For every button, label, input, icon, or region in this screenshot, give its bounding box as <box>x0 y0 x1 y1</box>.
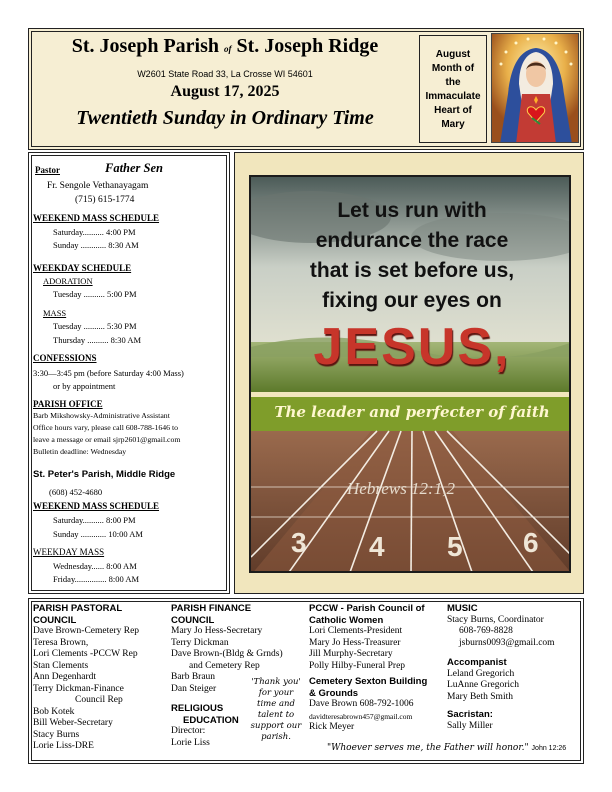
mass-label: MASS <box>43 308 67 318</box>
pccw-column <box>309 603 427 734</box>
council-member: Stacy Burns <box>33 729 80 740</box>
council-member: and Cemetery Rep <box>189 660 260 671</box>
bulletin-deadline: Bulletin deadline: Wednesday <box>33 447 127 456</box>
pccw-heading: Catholic Women <box>309 614 384 626</box>
parish-location: St. Joseph Ridge <box>236 35 379 57</box>
office-email: leave a message or email sjrp2601@gmail.com <box>33 435 181 444</box>
scripture-reference: Hebrews 12:1,2 <box>347 479 455 498</box>
st-peter-friday: Friday............... 8:00 AM <box>53 574 140 584</box>
month-line: Month of <box>431 63 475 74</box>
council-member: Mary Jo Hess-Secretary <box>171 626 263 636</box>
music-coordinator: Stacy Burns, Coordinator <box>447 614 544 625</box>
liturgical-sunday: Twentieth Sunday in Ordinary Time <box>76 107 374 129</box>
pccw-member: Mary Jo Hess-Treasurer <box>309 637 401 648</box>
council-member: Terry Dickman-Finance <box>33 683 124 694</box>
scripture-poster-frame <box>234 152 584 594</box>
schedule-panel <box>28 152 230 594</box>
sexton-email: davidteresabrown457@gmail.com <box>309 711 413 721</box>
confessions-appointment: or by appointment <box>53 381 116 391</box>
bulletin-date: August 17, 2025 <box>170 83 280 100</box>
finance-heading: COUNCIL <box>171 614 215 626</box>
leader-caption: The leader and perfecter of faith <box>274 403 550 421</box>
quote-reference: John 12:26 <box>531 745 567 752</box>
accompanist-name: Leland Gregorich <box>447 668 515 679</box>
accompanist-name: Mary Beth Smith <box>447 691 513 702</box>
st-peter-saturday: Saturday.......... 8:00 PM <box>53 515 136 525</box>
council-member: Bill Weber-Secretary <box>33 718 113 728</box>
pastoral-council-column <box>33 603 139 753</box>
confessions-heading: CONFESSIONS <box>33 353 97 363</box>
council-member: Terry Dickman <box>171 637 229 648</box>
parish-office-heading: PARISH OFFICE <box>33 399 103 409</box>
council-member: Ann Degenhardt <box>33 672 97 682</box>
council-member: Teresa Brown, <box>33 637 89 648</box>
religious-ed-heading: RELIGIOUS <box>171 703 224 714</box>
pastor-phone: (715) 615-1774 <box>75 195 135 205</box>
sexton-member: Rick Meyer <box>309 722 355 732</box>
sexton-heading: & Grounds <box>309 687 359 699</box>
mass-tuesday: Tuesday .......... 5:30 PM <box>53 321 137 331</box>
pccw-heading: PCCW - Parish Council of <box>309 603 425 614</box>
of-connector: of <box>224 44 232 54</box>
st-peter-phone: (608) 452-4680 <box>49 487 103 497</box>
council-member: Council Rep <box>75 695 123 705</box>
pccw-member: Lori Clements-President <box>309 626 403 636</box>
st-peter-wednesday: Wednesday...... 8:00 AM <box>53 561 137 571</box>
st-peter-weekend-heading: WEEKEND MASS SCHEDULE <box>33 501 160 511</box>
lane-number: 6 <box>523 527 539 558</box>
council-member: Barb Braun <box>171 672 216 682</box>
music-phone: 608-769-8828 <box>459 626 513 636</box>
sacristan-name: Sally Miller <box>447 720 493 731</box>
music-heading: MUSIC <box>447 603 478 614</box>
parish-name <box>29 35 421 58</box>
confessions-time: 3:30—3:45 pm (before Saturday 4:00 Mass) <box>33 368 184 378</box>
council-member: Dave Brown-Cemetery Rep <box>33 626 140 636</box>
lane-number: 5 <box>447 531 463 562</box>
st-peter-heading: St. Peter's Parish, Middle Ridge <box>33 469 176 480</box>
thank-you-line: parish. <box>261 732 291 742</box>
councils-footer <box>28 598 584 764</box>
council-member: Bob Kotek <box>33 706 75 717</box>
st-peter-weekday-heading: WEEKDAY MASS <box>33 547 105 557</box>
pastor-label: Pastor <box>35 165 60 175</box>
parish-address: W2601 State Road 33, La Crosse WI 54601 <box>137 69 313 79</box>
adoration-time: Tuesday .......... 5:00 PM <box>53 289 137 299</box>
pastoral-heading: COUNCIL <box>33 614 77 626</box>
council-member: Stan Clements <box>33 660 89 671</box>
adoration-label: ADORATION <box>43 276 93 286</box>
weekday-schedule-heading: WEEKDAY SCHEDULE <box>33 263 132 273</box>
office-assistant: Barb Mikshowsky-Administrative Assistant <box>33 411 170 420</box>
sacristan-heading: Sacristan: <box>447 709 493 720</box>
mass-thursday: Thursday .......... 8:30 AM <box>53 335 142 345</box>
pastoral-heading: PARISH PASTORAL <box>33 603 123 614</box>
verse-line-4: fixing our eyes on <box>322 289 502 312</box>
music-column <box>447 603 555 732</box>
month-line: Heart of <box>434 105 472 116</box>
jesus-title: JESUS, <box>313 318 511 376</box>
bulletin-header <box>28 28 584 150</box>
office-hours: Office hours vary, please call 608-788-1646 to <box>33 423 179 432</box>
weekend-mass-heading: WEEKEND MASS SCHEDULE <box>33 213 160 223</box>
st-peter-sunday: Sunday ............ 10:00 AM <box>53 529 143 539</box>
religious-ed-heading: EDUCATION <box>183 714 239 726</box>
council-member: Lorie Liss-DRE <box>33 741 94 751</box>
verse-line-2: endurance the race <box>315 229 509 252</box>
month-line: Mary <box>441 119 465 130</box>
month-line: the <box>445 77 461 88</box>
thank-you-line: 'Thank you' <box>251 677 301 687</box>
accompanist-name: LuAnne Gregorich <box>447 680 520 690</box>
thank-you-line: for your <box>258 688 294 698</box>
quote-text: "Whoever serves me, the Father will honor." <box>327 743 529 753</box>
month-line: August <box>435 49 471 60</box>
scripture-poster <box>249 175 571 573</box>
thank-you-note <box>247 677 305 743</box>
finance-heading: PARISH FINANCE <box>171 603 252 614</box>
accompanist-heading: Accompanist <box>447 657 507 668</box>
council-member: Dan Steiger <box>171 683 217 694</box>
month-line: Immaculate <box>425 91 481 102</box>
pccw-member: Polly Hilby-Funeral Prep <box>309 660 406 671</box>
pastor-full-name: Fr. Sengole Vethanayagam <box>47 181 149 191</box>
director-label: Director: <box>171 726 206 736</box>
verse-line-1: Let us run with <box>337 199 487 222</box>
scripture-quote <box>327 743 566 753</box>
thank-you-line: time and <box>257 699 295 709</box>
immaculate-heart-image <box>491 33 579 143</box>
music-email: jsburns0093@gmail.com <box>459 637 555 648</box>
verse-line-3: that is set before us, <box>309 259 515 282</box>
weekend-mass-sunday: Sunday ............ 8:30 AM <box>53 240 139 250</box>
council-member: Dave Brown-(Bldg & Grnds) <box>171 649 283 659</box>
lane-number: 3 <box>291 527 307 558</box>
thank-you-line: support our <box>250 721 302 731</box>
pccw-member: Jill Murphy-Secretary <box>309 649 393 659</box>
sexton-contact: Dave Brown 608-792-1006 <box>309 699 414 709</box>
weekend-mass-saturday: Saturday.......... 4:00 PM <box>53 227 136 237</box>
sexton-heading: Cemetery Sexton Building <box>309 676 428 687</box>
pastor-name: Father Sen <box>105 161 164 175</box>
director-name: Lorie Liss <box>171 737 210 748</box>
council-member: Lori Clements -PCCW Rep <box>33 649 138 659</box>
lane-number: 4 <box>369 531 385 562</box>
month-dedication-box <box>419 35 487 143</box>
thank-you-line: talent to <box>257 710 295 720</box>
parish-title: St. Joseph Parish <box>71 35 220 57</box>
